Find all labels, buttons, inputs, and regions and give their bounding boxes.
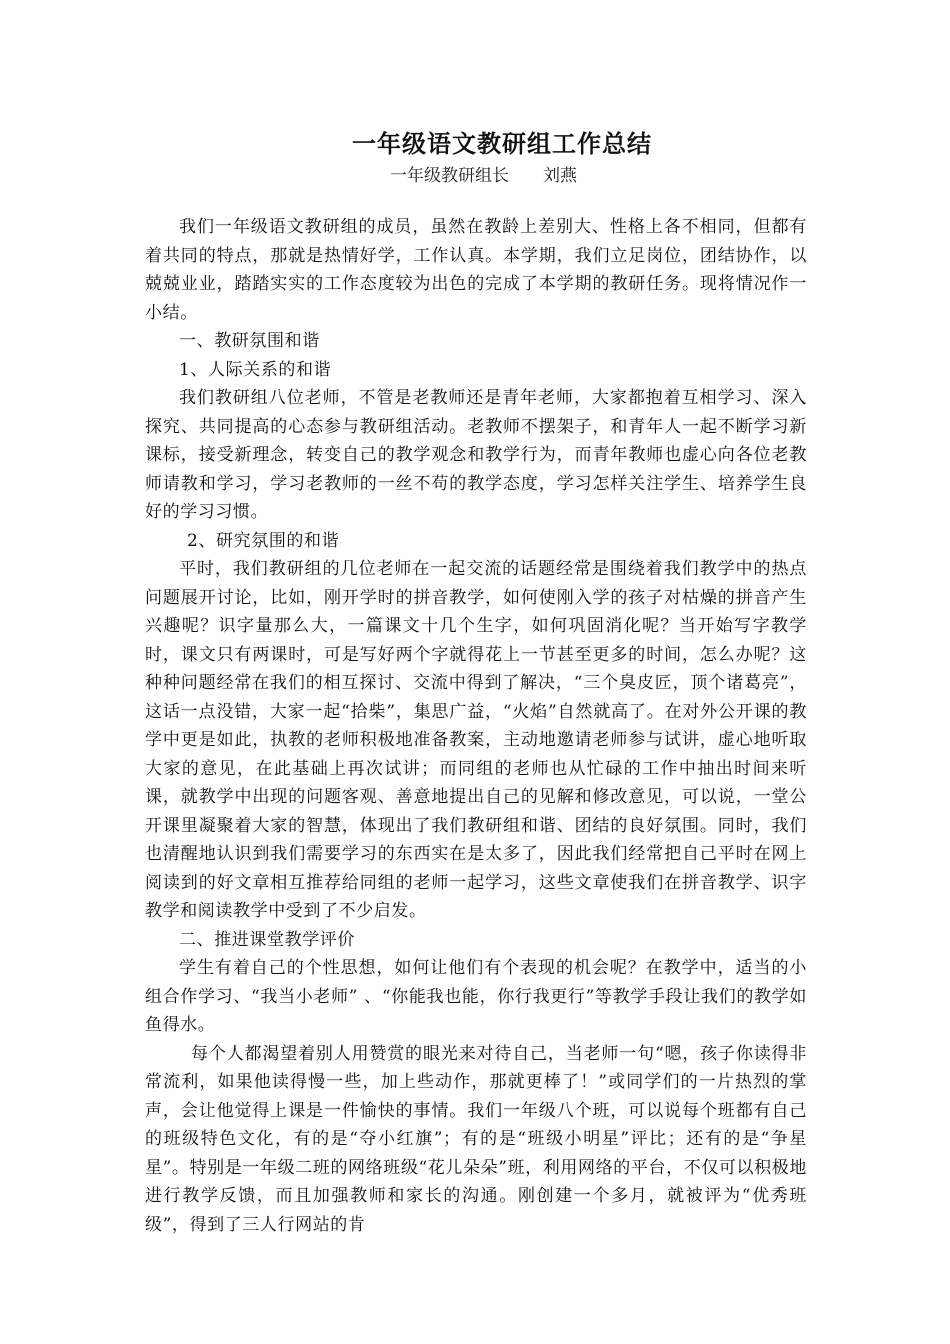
document-body bbox=[145, 213, 807, 1239]
section-heading-2: 二、推进课堂教学评价 bbox=[179, 929, 355, 950]
paragraph-students: 学生有着自己的个性思想，如何让他们有个表现的机会呢？在教学中，适当的小组合作学习、“我当小老师” 、“你能我也能，你行我更行”等教学手段让我们的教学如鱼得水。 bbox=[145, 958, 807, 1035]
section-heading-1: 一、教研氛围和谐 bbox=[179, 331, 320, 351]
subsection-heading-2: 2、研究氛围的和谐 bbox=[187, 530, 340, 551]
subsection-heading-1: 1、人际关系的和谐 bbox=[179, 359, 332, 380]
author-line: 一年级教研组长 刘燕 bbox=[390, 166, 577, 186]
document-title: 一年级语文教研组工作总结 bbox=[352, 130, 652, 158]
paragraph-praise: 每个人都渴望着别人用赞赏的眼光来对待自己，当老师一句“嗯，孩子你读得非常流利，如果他读得慢一些，加上些动作，那就更棒了！”或同学们的一片热烈的掌声，会让他觉得上课是一件愉快的事情。我们一年级八个班，可以说每个班都有自己的班级特色文化，有的是“夺小红旗”；有的是“班级小明星”评比；还有的是“争星星”。特别是一年级二班的网络班级“花儿朵朵”班，利用网络的平台，不仅可以积极地进行教学反馈，而且加强教师和家长的沟通。刚创建一个多月，就被评为“优秀班级”，得到了三人行网站的肯 bbox=[145, 1043, 807, 1235]
paragraph-research: 平时，我们教研组的几位老师在一起交流的话题经常是围绕着我们教学中的热点问题展开讨论，比如，刚开学时的拼音教学，如何使刚入学的孩子对枯燥的拼音产生兴趣呢？识字量那么大，一篇课文十几个生字，如何巩固消化呢？当开始写字教学时，课文只有两课时，可是写好两个字就得花上一节甚至更多的时间，怎么办呢？这种种问题经常在我们的相互探讨、交流中得到了解决，“三个臭皮匠，顶个诸葛亮”，这话一点没错，大家一起“拾柴”，集思广益，“火焰”自然就高了。在对外公开课的教学中更是如此，执教的老师积极地准备教案，主动地邀请老师参与试讲，虚心地听取大家的意见，在此基础上再次试讲；而同组的老师也从忙碌的工作中抽出时间来听课，就教学中出现的问题客观、善意地提出自己的见解和修改意见，可以说，一堂公开课里凝聚着大家的智慧，体现出了我们教研组和谐、团结的良好氛围。同时，我们也清醒地认识到我们需要学习的东西实在是太多了，因此我们经常把自己平时在网上阅读到的好文章相互推荐给同组的老师一起学习，这些文章使我们在拼音教学、识字教学和阅读教学中受到了不少启发。 bbox=[145, 559, 807, 921]
paragraph-relations: 我们教研组八位老师，不管是老教师还是青年老师，大家都抱着互相学习、深入探究、共同提高的心态参与教研组活动。老教师不摆架子，和青年人一起不断学习新课标，接受新理念，转变自己的教学观念和教学行为，而青年教师也虚心向各位老教师请教和学习，学习老教师的一丝不苟的教学态度，学习怎样关注学生、培养学生良好的学习习惯。 bbox=[145, 388, 807, 522]
paragraph-intro: 我们一年级语文教研组的成员，虽然在教龄上差别大、性格上各不相同，但都有着共同的特点，那就是热情好学，工作认真。本学期，我们立足岗位，团结协作，以兢兢业业，踏踏实实的工作态度较为出色的完成了本学期的教研任务。现将情况作一小结。 bbox=[145, 217, 807, 323]
